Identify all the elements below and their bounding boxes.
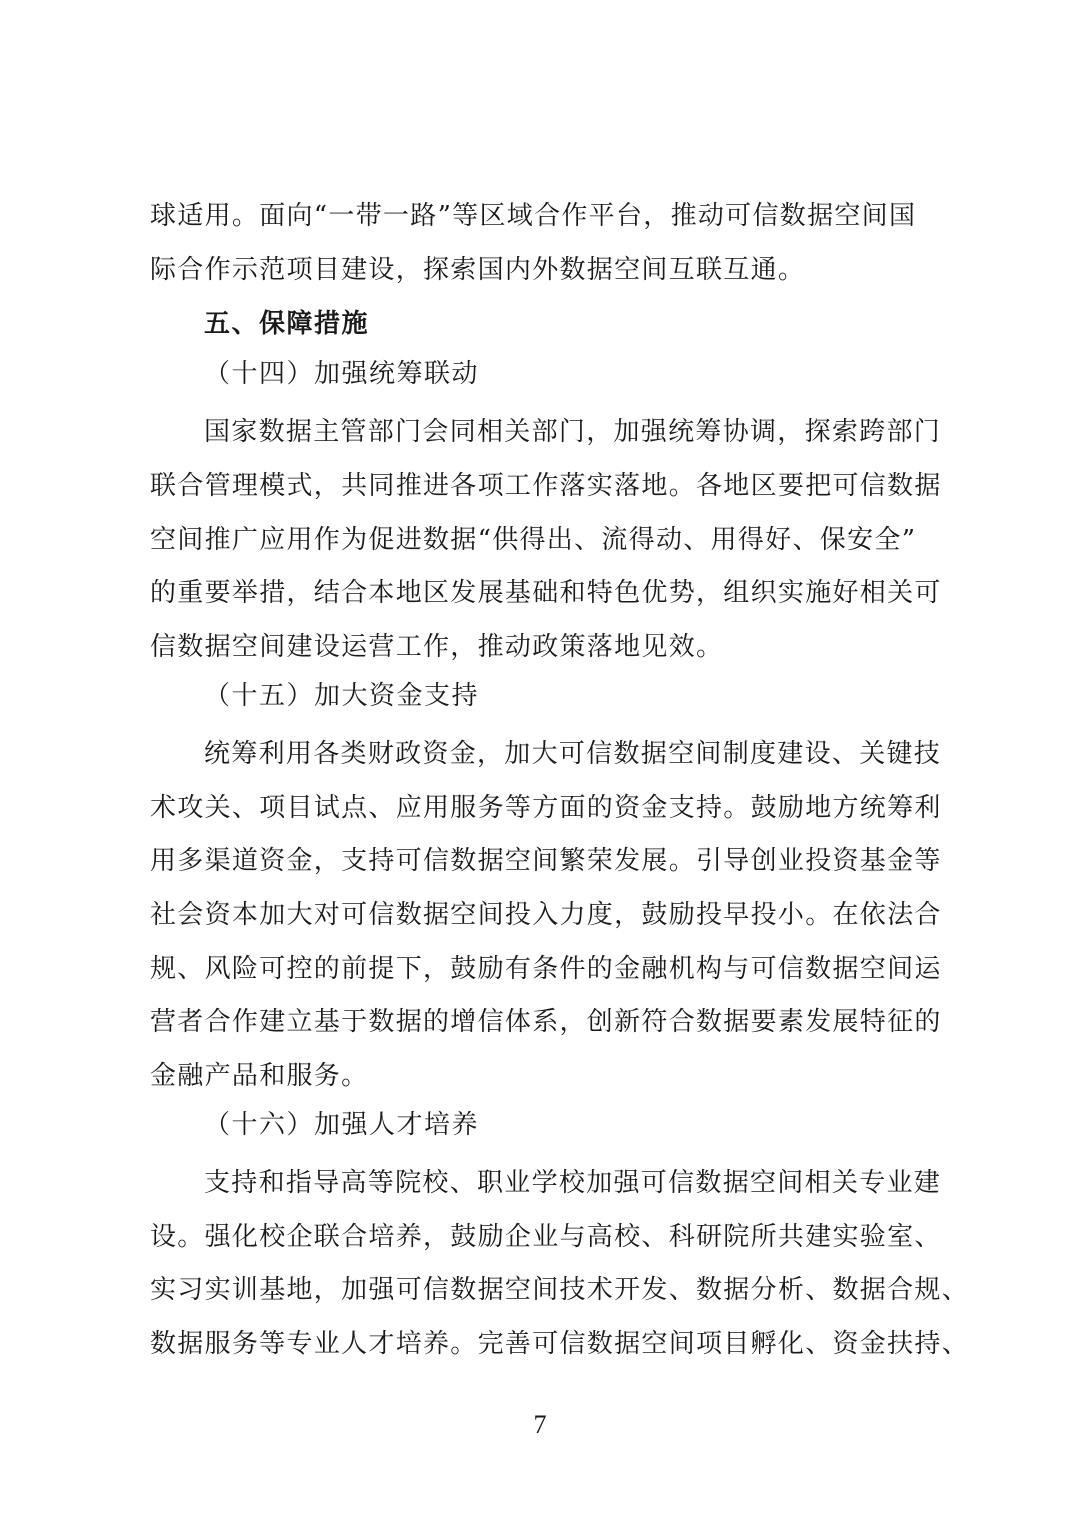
- subsection-14-line-2: 联合管理模式，共同推进各项工作落实落地。各地区要把可信数据: [150, 471, 942, 501]
- subsection-16-line-2: 设。强化校企联合培养，鼓励企业与高校、科研院所共建实验室、: [150, 1222, 942, 1252]
- subsection-14-title: （十四）加强统筹联动: [204, 359, 480, 389]
- subsection-14-line-1: 国家数据主管部门会同相关部门，加强统筹协调，探索跨部门: [204, 417, 942, 447]
- subsection-16-line-1: 支持和指导高等院校、职业学校加强可信数据空间相关专业建: [204, 1168, 942, 1198]
- intro-line-1: 球适用。面向“一带一路”等区域合作平台，推动可信数据空间国: [150, 201, 917, 231]
- subsection-14-line-5: 信数据空间建设运营工作，推动政策落地见效。: [150, 632, 724, 662]
- subsection-15-line-1: 统筹利用各类财政资金，加大可信数据空间制度建设、关键技: [204, 739, 942, 769]
- subsection-15-line-3: 用多渠道资金，支持可信数据空间繁荣发展。引导创业投资基金等: [150, 846, 942, 876]
- subsection-15-line-6: 营者合作建立基于数据的增信体系，创新符合数据要素发展特征的: [150, 1007, 942, 1037]
- subsection-15-line-2: 术攻关、项目试点、应用服务等方面的资金支持。鼓励地方统筹利: [150, 793, 942, 823]
- intro-line-2: 际合作示范项目建设，探索国内外数据空间互联互通。: [150, 255, 806, 285]
- subsection-15-line-5: 规、风险可控的前提下，鼓励有条件的金融机构与可信数据空间运: [150, 954, 942, 984]
- subsection-14-line-4: 的重要举措，结合本地区发展基础和特色优势，组织实施好相关可: [150, 578, 942, 608]
- subsection-15-title: （十五）加大资金支持: [204, 681, 480, 711]
- subsection-16-line-3: 实习实训基地，加强可信数据空间技术开发、数据分析、数据合规、: [150, 1275, 970, 1305]
- subsection-15-line-4: 社会资本加大对可信数据空间投入力度，鼓励投早投小。在依法合: [150, 900, 942, 930]
- page-number: 7: [533, 1410, 547, 1439]
- subsection-16-title: （十六）加强人才培养: [204, 1110, 480, 1140]
- subsection-14-line-3: 空间推广应用作为促进数据“供得出、流得动、用得好、保安全”: [150, 525, 917, 555]
- section-title: 五、保障措施: [204, 309, 370, 339]
- subsection-16-line-4: 数据服务等专业人才培养。完善可信数据空间项目孵化、资金扶持、: [150, 1329, 970, 1359]
- subsection-15-line-7: 金融产品和服务。: [150, 1061, 369, 1091]
